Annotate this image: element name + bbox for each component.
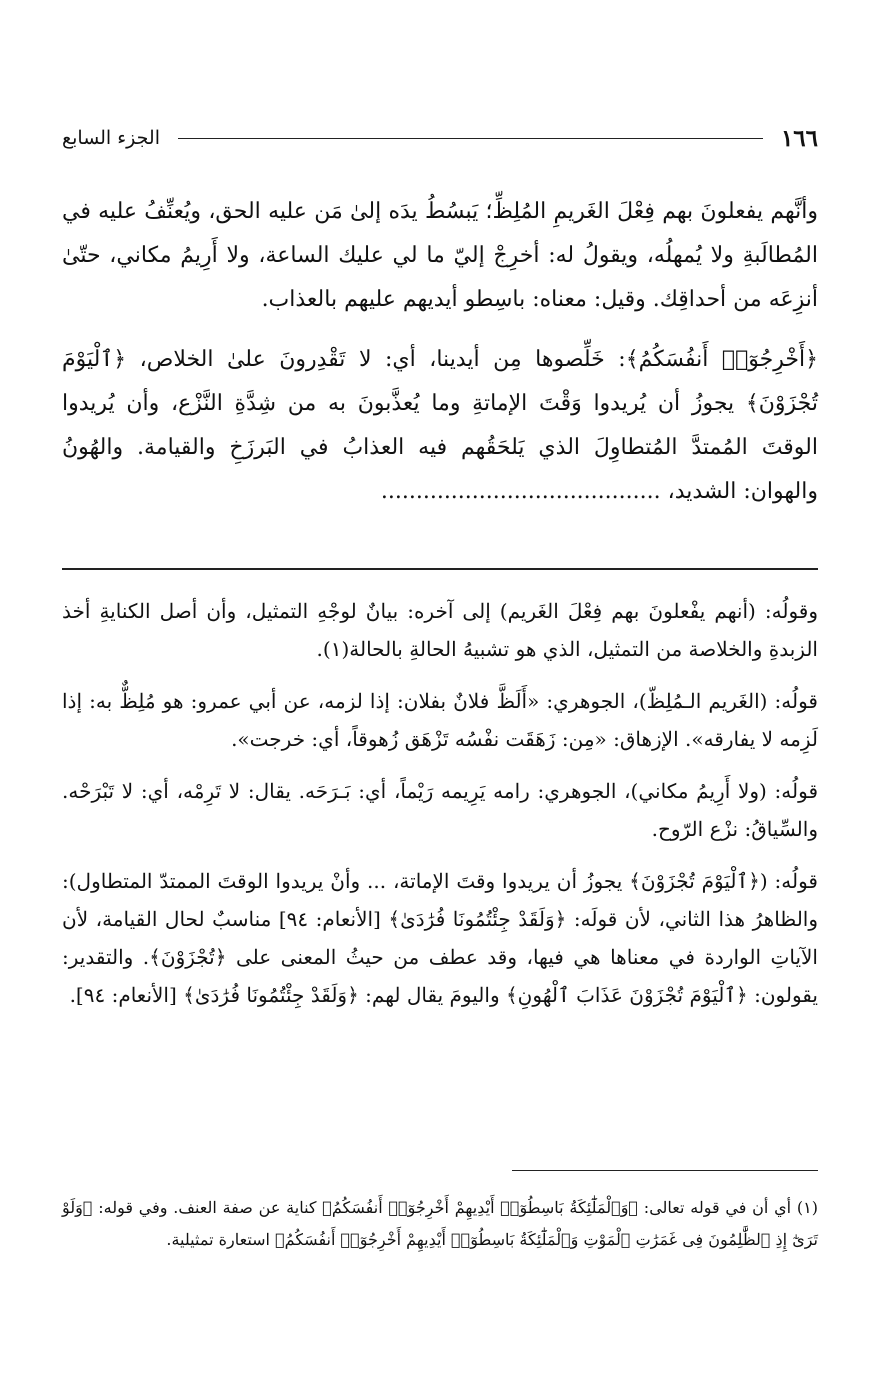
header-rule [178,138,763,139]
main-paragraph-1: وأنَّهم يفعلونَ بهم فِعْلَ الغَريمِ المُلِظِّ؛ يَبسُطُ يدَه إلىٰ مَن عليه الحق، ويُعنِّفُ عليه في المُطالَبةِ ولا يُمهلُه، ويقولُ له: أخرِجْ إليّ ما لي عليك الساعة، ولا أَرِيمُ مكاني، حتّىٰ أنزِعَه من أحداقِك. وقيل: معناه: باسِطو أيديهم عليهم بالعذاب. [62,199,818,312]
main-text [62,190,818,530]
footnote [62,1192,818,1256]
commentary-paragraph-3: قولُه: (ولا أَرِيمُ مكاني)، الجوهري: رامه يَرِيمه رَيْماً، أي: بَـرَحَه. يقال: لا تَرِمْه، أي: لا تَبْرَحْه. والسِّياقُ: نزْع الرّوح. [62,779,818,841]
commentary-paragraph-4: قولُه: (﴿ٱلْيَوْمَ تُجْزَوْنَ﴾ يجوزُ أن يريدوا وقتَ الإماتة، ... وأنْ يريدوا الوقتَ الممتدّ المتطاول): والظاهرُ هذا الثاني، لأن قولَه: ﴿وَلَقَدْ جِئْتُمُونَا فُرَٰدَىٰ﴾ [الأنعام: ٩٤] مناسبٌ لحال القيامة، لأن الآياتِ الواردة في معناها هي فيها، وقد عطف من حيثُ المعنى على ﴿تُجْزَوْنَ﴾. والتقدير: يقولون: ﴿ٱلْيَوْمَ تُجْزَوْنَ عَذَابَ ٱلْهُونِ﴾ واليومَ يقال لهم: ﴿وَلَقَدْ جِئْتُمُونَا فُرَٰدَىٰ﴾ [الأنعام: ٩٤]. [62,869,818,1007]
commentary-paragraph-1: وقولُه: (أنهم يفْعلونَ بهم فِعْلَ الغَريم) إلى آخره: بيانٌ لوجْهِ التمثيل، وأن أصل الكنايةِ أخذ الزبدةِ والخلاصة من التمثيل، الذي هو تشبيهُ الحالةِ بالحالة(١). [62,599,818,661]
main-paragraph-2-text: ﴿أَخْرِجُوٓا۟ أَنفُسَكُمُ﴾: خَلِّصوها مِن أيدينا، أي: لا تَقْدِرونَ علىٰ الخلاص، ﴿ٱلْيَوْمَ تُجْزَوْنَ﴾ يجوزُ أن يُريدوا وَقْتَ الإماتةِ وما يُعذَّبونَ به من شِدَّةِ النَّزْع، وأن يُريدوا الوقتَ المُمتدَّ المُتطاوِلَ الذي يَلحَقُهم فيه العذابُ في البَرزَخِ والقيامة. والهُونُ والهوان: الشديد، [62,347,818,504]
ellipsis-trail: ........................................ [380,479,661,504]
page-number: ١٦٦ [780,124,818,152]
commentary-divider [62,568,818,570]
commentary-section [62,592,818,1028]
main-paragraph-2 [62,338,818,514]
footnote-rule [512,1170,818,1171]
footnote-text: (١) أي أن في قوله تعالى: ﴿وَٱلْمَلَٰٓئِكَةُ بَاسِطُوٓا۟ أَيْدِيهِمْ أَخْرِجُوٓا۟ أَنفُسَكُمُ﴾ كناية عن صفة العنف. وفي قوله: ﴿وَلَوْ تَرَىٰٓ إِذِ ٱلظَّٰلِمُونَ فِى غَمَرَٰتِ ٱلْمَوْتِ وَٱلْمَلَٰٓئِكَةُ بَاسِطُوٓا۟ أَيْدِيهِمْ أَخْرِجُوٓا۟ أَنفُسَكُمُ﴾ استعارة تمثيلية. [62,1198,818,1249]
part-title: الجزء السابع [62,127,160,149]
page-header [62,120,818,156]
commentary-paragraph-2: قولُه: (الغَريم الـمُلِظّ)، الجوهري: «أَلَظَّ فلانٌ بفلان: إذا لزمه، عن أبي عمرو: هو مُلِظٌّ به: إذا لَزِمه لا يفارقه». الإزهاق: «مِن: زَهَقَت نفْسُه تَزْهَق زُهوقاً، أي: خرجت». [62,689,818,751]
